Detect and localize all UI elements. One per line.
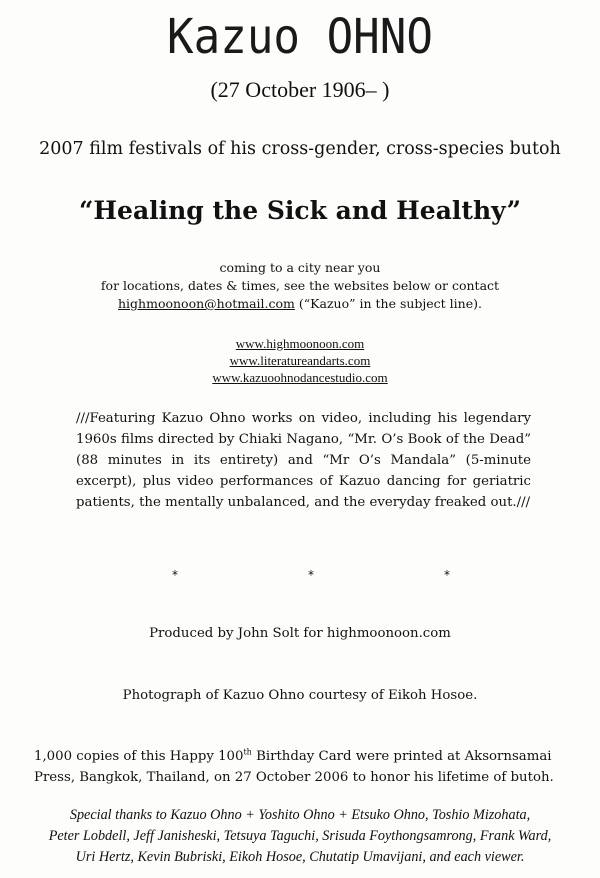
printing-note-text: 1,000 copies of this Happy 100 [34,749,244,764]
contact-email-link[interactable]: highmoonoon@hotmail.com [118,296,295,311]
thanks-line: Special thanks to Kazuo Ohno + Yoshito Ohno + Etsuko Ohno, Toshio Mizohata, [69,807,531,823]
feature-line: 1960s films directed by Chiaki Nagano, “Mr. O’s Book of the Dead” [76,432,531,447]
thanks-line: Uri Hertz, Kevin Bubriski, Eikoh Hosoe, Chutatip Umavijani, and each viewer. [75,849,525,865]
feature-line: ///Featuring Kazuo Ohno works on video, including his legendary [76,411,531,426]
website-link-kazuoohnodancestudio[interactable]: www.kazuoohnodancestudio.com [212,370,388,385]
printing-note-text: Birthday Card were printed at Aksornsamai [251,749,552,764]
acknowledgements [0,805,600,868]
website-link-highmoonoon[interactable]: www.highmoonoon.com [235,336,365,351]
photo-credit: Photograph of Kazuo Ohno courtesy of Eikoh Hosoe. [122,688,478,703]
contact-line [0,295,600,313]
ordinal-suffix: th [243,747,252,757]
divider-asterisk: * [308,568,314,582]
coming-line: coming to a city near you [219,260,381,275]
thanks-line: Peter Lobdell, Jeff Janisheski, Tetsuya Taguchi, Srisuda Foythongsamrong, Frank Ward, [48,828,552,844]
feature-line: (88 minutes in its entirety) and “Mr O’s Mandala” (5-minute [76,453,531,468]
feature-line: patients, the mentally unbalanced, and the everyday freaked out./// [76,495,531,510]
event-info [0,259,600,313]
printing-note-line [34,746,568,767]
feature-paragraph [76,408,531,513]
website-list [0,335,600,386]
divider-asterisk: * [172,568,178,582]
producer-credit: Produced by John Solt for highmoonoon.com [149,626,451,641]
printing-note [34,746,568,788]
lifespan-dates: (27 October 1906– ) [210,77,390,102]
feature-line: excerpt), plus video performances of Kazuo dancing for geriatric [76,474,531,489]
page-title: Kazuo OHNO [167,9,433,65]
festival-subtitle: 2007 film festivals of his cross-gender, cross-species butoh [39,139,561,159]
subject-line-note: (“Kazuo” in the subject line). [294,296,482,311]
divider-asterisk: * [444,568,450,582]
website-link-literatureandarts[interactable]: www.literatureandarts.com [229,353,371,368]
printing-note-line: Press, Bangkok, Thailand, on 27 October 2006 to honor his lifetime of butoh. [34,770,554,785]
section-divider [0,568,600,588]
festival-headline: “Healing the Sick and Healthy” [79,196,521,225]
details-line: for locations, dates & times, see the websites below or contact [100,278,500,293]
